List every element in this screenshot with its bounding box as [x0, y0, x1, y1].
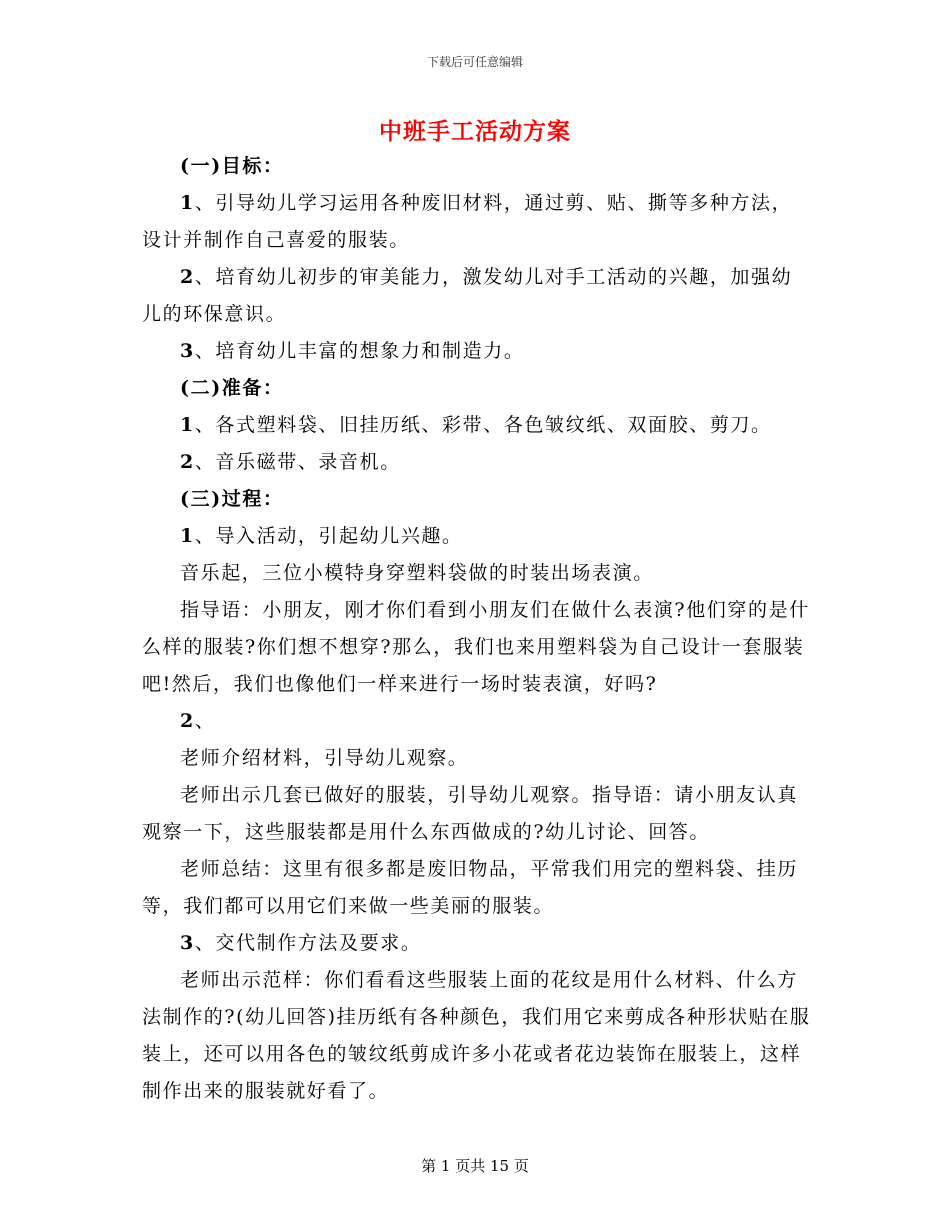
paragraph: 老师总结：这里有很多都是废旧物品，平常我们用完的塑料袋、挂历等，我们都可以用它们来做一些美丽的服装。: [142, 858, 799, 917]
section-heading-process: (三)过程：: [180, 488, 284, 510]
item-number: 2: [180, 451, 195, 473]
document-body: [142, 148, 812, 1110]
item-text: 、培育幼儿丰富的想象力和制造力。: [194, 340, 525, 362]
item-text: 、培育幼儿初步的审美能力，激发幼儿对手工活动的兴趣，加强幼儿的环保意识。: [142, 266, 793, 325]
paragraph: 老师介绍材料，引导幼儿观察。: [180, 747, 469, 769]
item-text: 、交代制作方法及要求。: [194, 932, 422, 954]
item-number: 2: [180, 266, 195, 288]
item-text: 、音乐磁带、录音机。: [194, 451, 401, 473]
item-number: 1: [180, 414, 195, 436]
paragraph: [142, 703, 812, 740]
item-number: 3: [180, 340, 195, 362]
item-text: 、各式塑料袋、旧挂历纸、彩带、各色皱纹纸、双面胶、剪刀。: [194, 414, 772, 436]
paragraph: [142, 259, 812, 333]
paragraph: [142, 333, 812, 370]
item-text: 、导入活动，引起幼儿兴趣。: [194, 525, 463, 547]
item-number: 3: [180, 932, 195, 954]
paragraph: 指导语：小朋友，刚才你们看到小朋友们在做什么表演?他们穿的是什么样的服装?你们想不想穿?那么，我们也来用塑料袋为自己设计一套服装吧!然后，我们也像他们一样来进行一场时装表演，好吗?: [142, 599, 810, 695]
page-footer: 第 1 页共 15 页: [421, 1157, 529, 1175]
item-text: 、引导幼儿学习运用各种废旧材料，通过剪、贴、撕等多种方法，设计并制作自己喜爱的服装。: [142, 192, 793, 251]
item-number: 2: [180, 710, 195, 732]
document-title: 中班手工活动方案: [379, 118, 571, 145]
section-heading-goal: (一)目标：: [180, 155, 284, 177]
paragraph: 老师出示范样：你们看看这些服装上面的花纹是用什么材料、什么方法制作的?(幼儿回答)挂历纸有各种颜色，我们用它来剪成各种形状贴在服装上，还可以用各色的皱纹纸剪成许多小花或者花边装饰在服装上，这样制作出来的服装就好看了。: [142, 969, 811, 1102]
paragraph: 音乐起，三位小模特身穿塑料袋做的时装出场表演。: [180, 562, 654, 584]
paragraph: [142, 185, 812, 259]
item-number: 1: [180, 525, 195, 547]
section-heading-prep: (二)准备：: [180, 377, 284, 399]
paragraph: [142, 925, 812, 962]
item-text: 、: [194, 710, 216, 732]
paragraph: [142, 444, 812, 481]
paragraph: [142, 518, 812, 555]
item-number: 1: [180, 192, 195, 214]
page-header: 下载后可任意编辑: [426, 55, 523, 69]
paragraph: [142, 407, 812, 444]
paragraph: 老师出示几套已做好的服装，引导幼儿观察。指导语：请小朋友认真观察一下，这些服装都是用什么东西做成的?幼儿讨论、回答。: [142, 784, 799, 843]
